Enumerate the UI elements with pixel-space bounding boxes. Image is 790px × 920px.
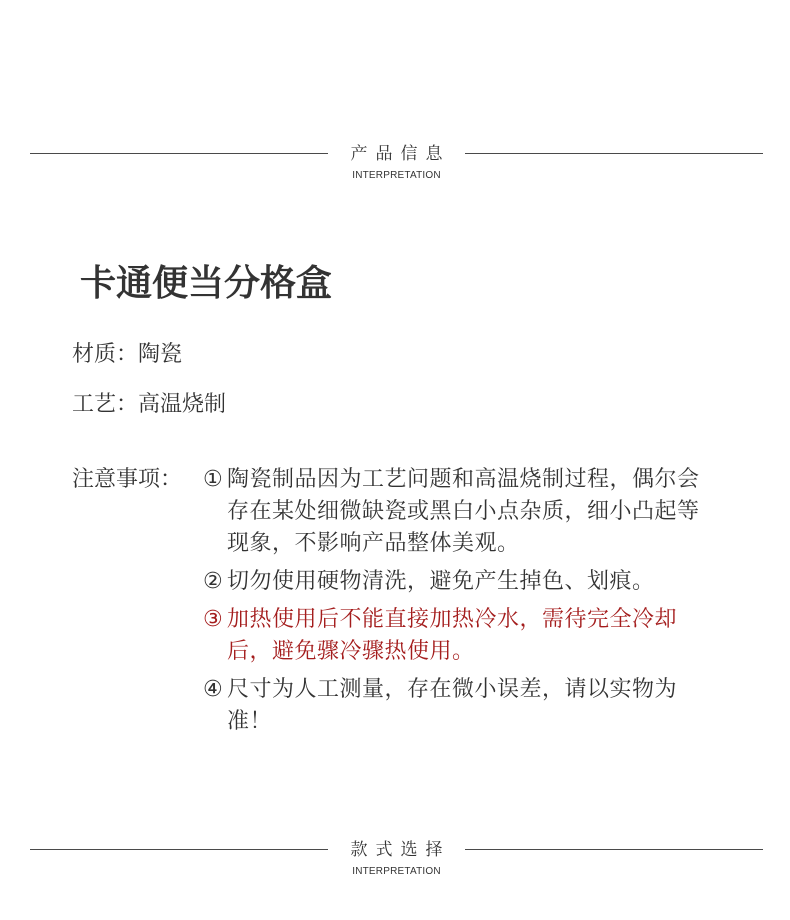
section-subtitle: INTERPRETATION xyxy=(352,170,441,181)
note-marker: ① xyxy=(203,467,223,492)
note-marker: ② xyxy=(203,569,223,594)
section-title: 款式选择 xyxy=(350,840,451,860)
note-item-1 xyxy=(203,464,713,560)
notes-label: 注意事项： xyxy=(72,467,183,492)
note-marker: ③ xyxy=(203,607,223,632)
note-text: 尺寸为人工测量，存在微小误差，请以实物为准！ xyxy=(227,677,678,734)
header-rule-left xyxy=(30,849,328,850)
note-text: 加热使用后不能直接加热冷水，需待完全冷却后，避免骤冷骤热使用。 xyxy=(227,607,678,664)
section-header-product-info xyxy=(0,144,790,194)
note-item-3-warning xyxy=(203,604,713,668)
notes-list xyxy=(203,464,713,744)
spec-process xyxy=(72,390,226,420)
note-marker: ④ xyxy=(203,677,223,702)
header-rule-right xyxy=(465,849,763,850)
spec-process-value: 高温烧制 xyxy=(138,392,227,417)
header-rule-right xyxy=(465,153,763,154)
section-header-style-selection xyxy=(0,840,790,890)
spec-material xyxy=(72,340,182,370)
spec-process-label: 工艺： xyxy=(72,392,139,417)
header-rule-left xyxy=(30,153,328,154)
note-text: 陶瓷制品因为工艺问题和高温烧制过程，偶尔会存在某处细微缺瓷或黑白小点杂质，细小凸起等现象，不影响产品整体美观。 xyxy=(227,467,700,556)
spec-material-label: 材质： xyxy=(72,342,139,367)
note-item-4 xyxy=(203,674,713,738)
note-text: 切勿使用硬物清洗，避免产生掉色、划痕。 xyxy=(227,569,655,594)
section-title: 产品信息 xyxy=(350,144,451,164)
note-item-2 xyxy=(203,566,713,598)
product-title: 卡通便当分格盒 xyxy=(80,263,333,304)
spec-material-value: 陶瓷 xyxy=(138,342,183,367)
section-subtitle: INTERPRETATION xyxy=(352,866,441,877)
